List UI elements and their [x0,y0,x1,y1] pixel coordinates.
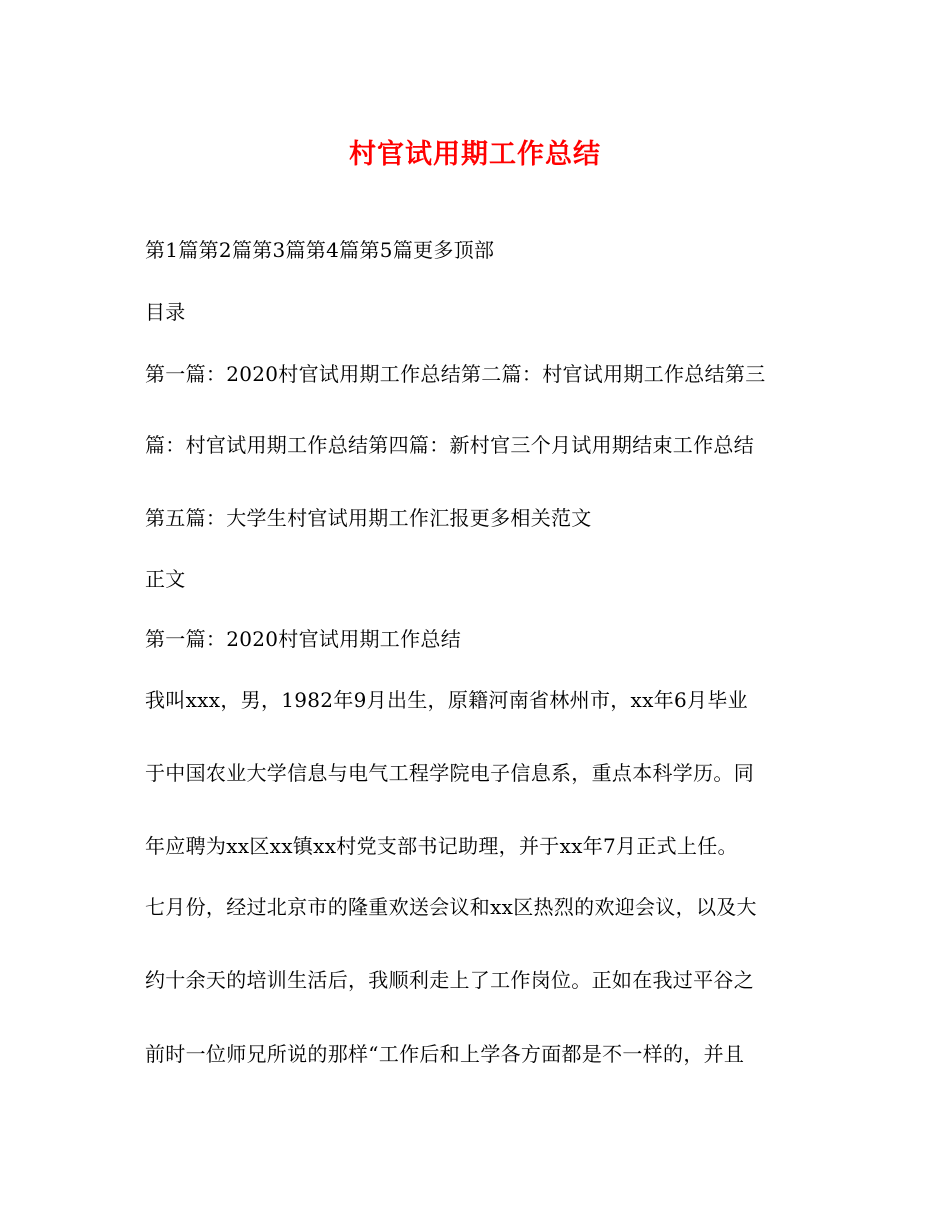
paragraph-line: 我叫xxx，男，1982年9月出生，原籍河南省林州市，xx年6月毕业 [145,688,748,712]
paragraph-line: 前时一位师兄所说的那样“工作后和上学各方面都是不一样的，并且 [145,1042,745,1066]
body-heading: 正文 [145,567,186,591]
paragraph-line: 约十余天的培训生活后，我顺利走上了工作岗位。正如在我过平谷之 [145,968,754,992]
toc-line-1: 第一篇：2020村官试用期工作总结第二篇：村官试用期工作总结第三 [145,362,766,386]
toc-line-2: 篇：村官试用期工作总结第四篇：新村官三个月试用期结束工作总结 [145,433,754,457]
toc-heading: 目录 [145,300,186,324]
paragraph-line: 七月份，经过北京市的隆重欢送会议和xx区热烈的欢迎会议，以及大 [145,895,757,919]
paragraph-line: 于中国农业大学信息与电气工程学院电子信息系，重点本科学历。同 [145,761,754,785]
document-title: 村官试用期工作总结 [349,139,601,170]
toc-line-3: 第五篇：大学生村官试用期工作汇报更多相关范文 [145,506,592,530]
paragraph-line: 年应聘为xx区xx镇xx村党支部书记助理，并于xx年7月正式上任。 [145,834,738,858]
article-heading: 第一篇：2020村官试用期工作总结 [145,627,461,651]
section-nav-line: 第1篇第2篇第3篇第4篇第5篇更多顶部 [145,238,495,262]
